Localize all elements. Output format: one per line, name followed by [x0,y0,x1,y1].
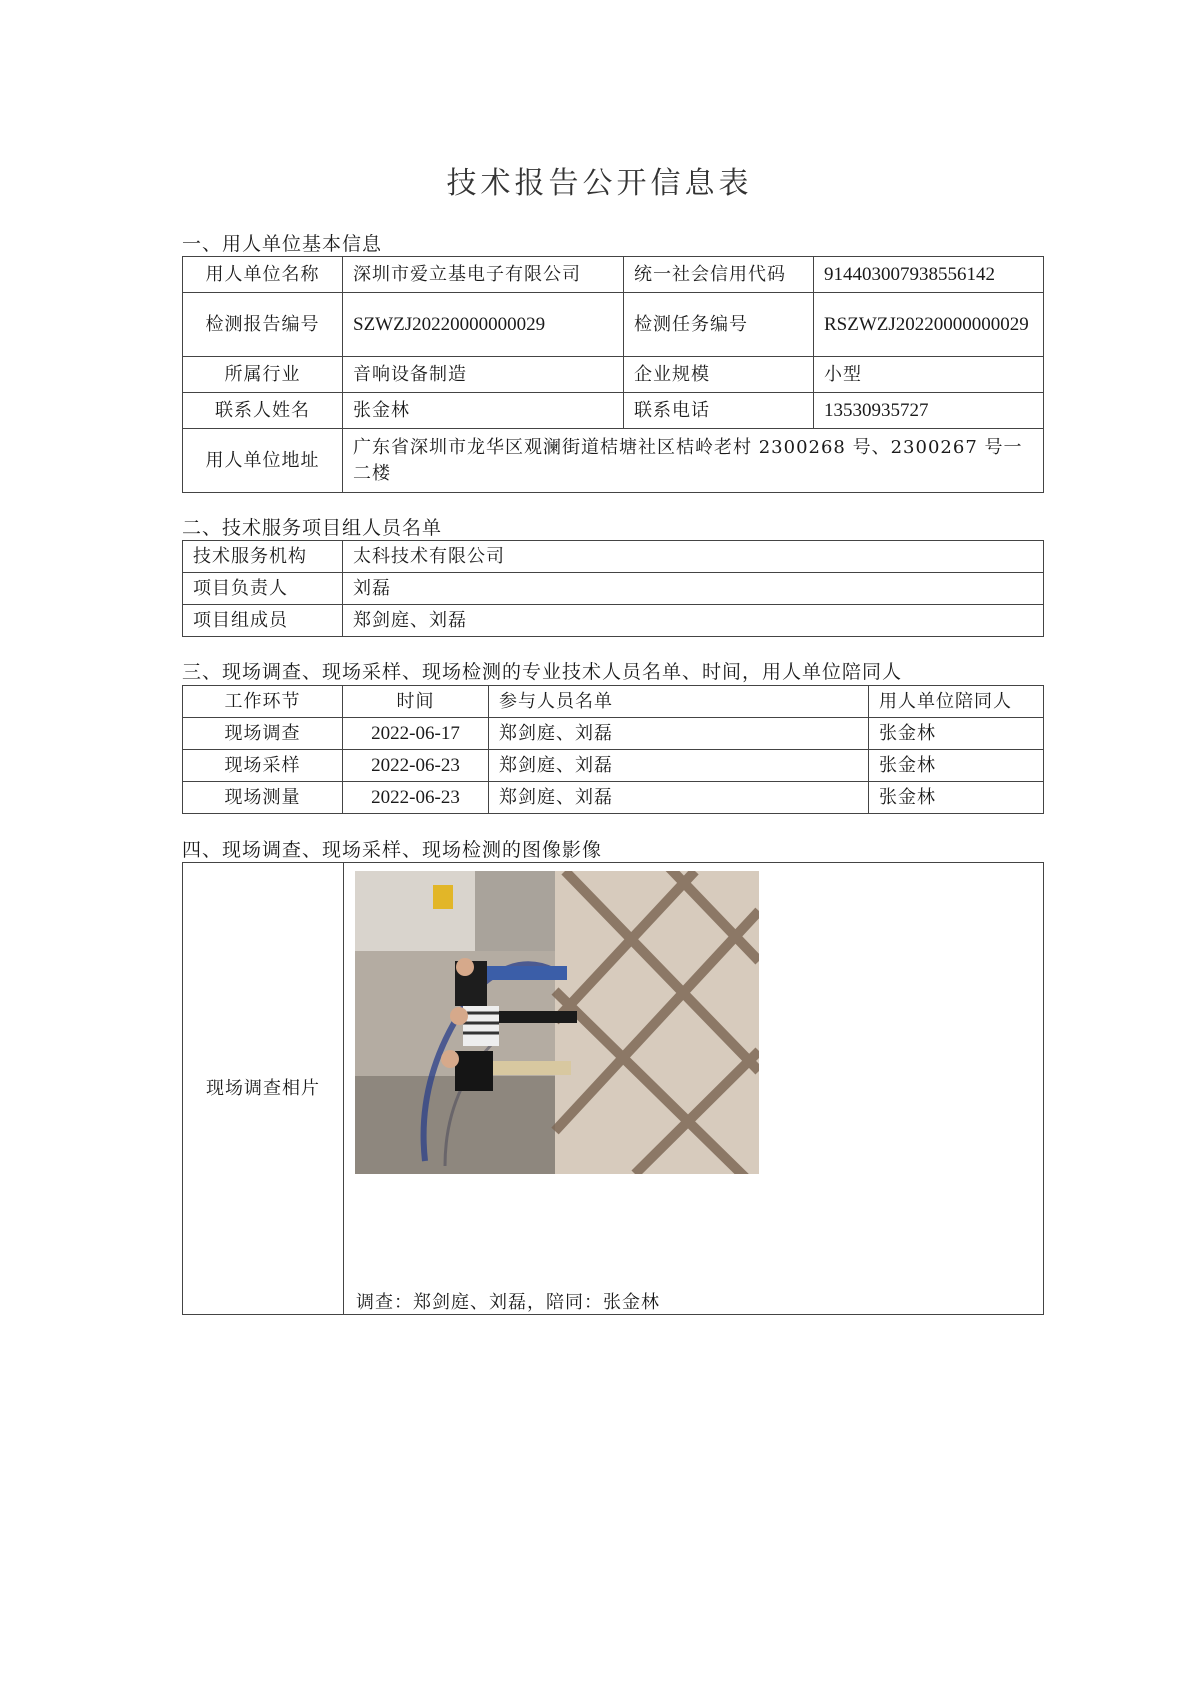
task-no-label: 检测任务编号 [624,293,814,357]
team-row-label: 技术服务机构 [183,541,343,573]
scale-value: 小型 [814,357,1044,393]
companion-cell: 张金林 [869,782,1044,814]
table-row [183,293,1044,357]
table-row [183,257,1044,293]
companion-cell: 张金林 [869,718,1044,750]
address-label: 用人单位地址 [183,429,343,493]
team-table [182,540,1044,637]
table-row [183,782,1044,814]
industry-label: 所属行业 [183,357,343,393]
team-row-value: 太科技术有限公司 [343,541,1044,573]
page-title: 技术报告公开信息表 [446,166,753,201]
header-companion: 用人单位陪同人 [869,686,1044,718]
team-row-value: 刘磊 [343,573,1044,605]
scale-label: 企业规模 [624,357,814,393]
stage-cell: 现场采样 [183,750,343,782]
stage-cell: 现场调查 [183,718,343,750]
report-no-value: SZWZJ20220000000029 [343,293,624,357]
companion-cell: 张金林 [869,750,1044,782]
date-cell: 2022-06-23 [343,782,489,814]
team-row-value: 郑剑庭、刘磊 [343,605,1044,637]
unit-name-label: 用人单位名称 [183,257,343,293]
table-row [183,718,1044,750]
industry-value: 音响设备制造 [343,357,624,393]
table-row [183,393,1044,429]
phone-value: 13530935727 [814,393,1044,429]
photo-illustration [355,871,759,1174]
address-value: 广东省深圳市龙华区观澜街道桔塘社区桔岭老村 2300268 号、2300267 号一二楼 [343,429,1044,493]
header-date: 时间 [343,686,489,718]
date-cell: 2022-06-17 [343,718,489,750]
schedule-table [182,685,1044,814]
table-row [183,573,1044,605]
header-stage: 工作环节 [183,686,343,718]
table-row [183,541,1044,573]
report-no-label: 检测报告编号 [183,293,343,357]
credit-code-value: 914403007938556142 [814,257,1044,293]
section-4-heading: 四、现场调查、现场采样、现场检测的图像影像 [182,839,603,861]
table-row [183,750,1044,782]
photo-label: 现场调查相片 [183,863,344,1315]
table-header-row [183,686,1044,718]
table-row [183,429,1044,493]
stage-cell: 现场测量 [183,782,343,814]
section-3-heading: 三、现场调查、现场采样、现场检测的专业技术人员名单、时间，用人单位陪同人 [182,661,903,683]
basic-info-table [182,256,1044,493]
section-2-heading: 二、技术服务项目组人员名单 [182,517,443,539]
unit-name-value: 深圳市爱立基电子有限公司 [343,257,624,293]
staff-cell: 郑剑庭、刘磊 [489,782,869,814]
phone-label: 联系电话 [624,393,814,429]
staff-cell: 郑剑庭、刘磊 [489,718,869,750]
contact-label: 联系人姓名 [183,393,343,429]
staff-cell: 郑剑庭、刘磊 [489,750,869,782]
photo-caption: 调查：郑剑庭、刘磊，陪同：张金林 [356,1292,660,1313]
table-row [183,605,1044,637]
team-row-label: 项目组成员 [183,605,343,637]
credit-code-label: 统一社会信用代码 [624,257,814,293]
task-no-value: RSZWZJ20220000000029 [814,293,1044,357]
header-staff: 参与人员名单 [489,686,869,718]
date-cell: 2022-06-23 [343,750,489,782]
contact-value: 张金林 [343,393,624,429]
site-survey-photo [355,871,759,1174]
table-row [183,357,1044,393]
section-1-heading: 一、用人单位基本信息 [182,233,383,255]
team-row-label: 项目负责人 [183,573,343,605]
